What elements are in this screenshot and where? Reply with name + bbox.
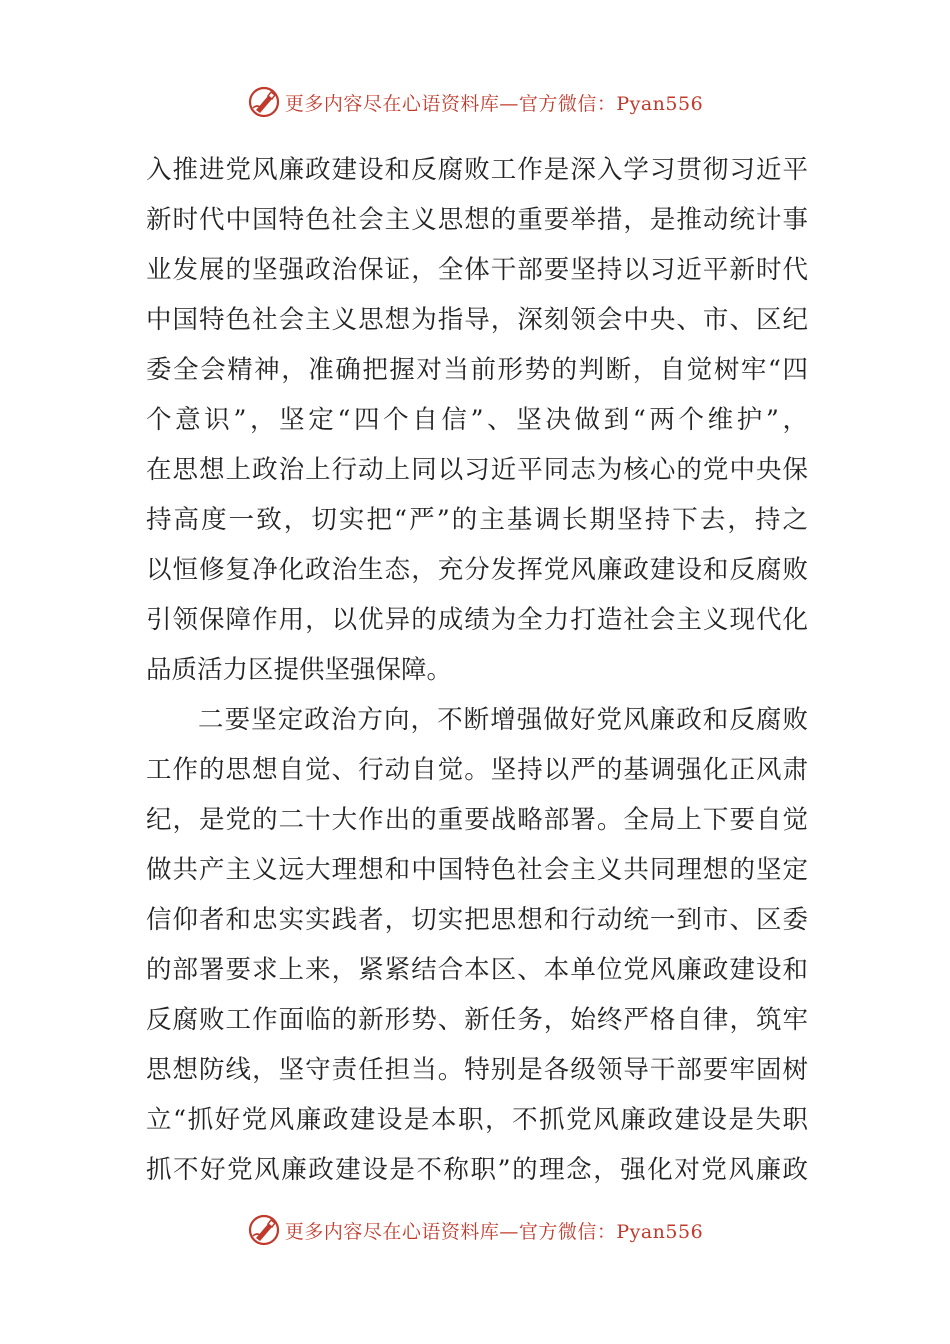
text-line: 品质活力区提供坚强保障。 [146,655,453,685]
text-line: 以恒修复净化政治生态，充分发挥党风廉政建设和反腐败 [146,555,808,585]
footer-watermark [0,1210,950,1250]
text-line: 在思想上政治上行动上同以习近平同志为核心的党中央保 [146,455,808,485]
text-line: 委全会精神，准确把握对当前形势的判断，自觉树牢“四 [146,355,808,385]
text-line: 思想防线，坚守责任担当。特别是各级领导干部要牢固树 [146,1055,808,1085]
text-line: 中国特色社会主义思想为指导，深刻领会中央、市、区纪 [146,305,808,335]
text-line: 做共产主义远大理想和中国特色社会主义共同理想的坚定 [146,855,808,885]
text-line: 抓不好党风廉政建设是不称职”的理念，强化对党风廉政 [146,1155,808,1185]
paragraph-1 [146,145,808,695]
text-line: 反腐败工作面临的新形势、新任务，始终严格自律，筑牢 [146,1005,808,1035]
text-line: 入推进党风廉政建设和反腐败工作是深入学习贯彻习近平 [146,155,808,185]
pen-nib-logo-icon [247,85,281,119]
footer-watermark-text: 更多内容尽在心语资料库—官方微信：Pyan556 [284,1220,704,1243]
text-line: 工作的思想自觉、行动自觉。坚持以严的基调强化正风肃 [146,755,808,785]
text-line: 立“抓好党风廉政建设是本职，不抓党风廉政建设是失职 [146,1105,808,1135]
header-watermark-text: 更多内容尽在心语资料库—官方微信：Pyan556 [284,92,704,115]
text-line: 纪，是党的二十大作出的重要战略部署。全局上下要自觉 [146,805,808,835]
text-line: 持高度一致，切实把“严”的主基调长期坚持下去，持之 [146,505,808,535]
text-line: 引领保障作用，以优异的成绩为全力打造社会主义现代化 [146,605,808,635]
text-line: 的部署要求上来，紧紧结合本区、本单位党风廉政建设和 [146,955,808,985]
document-body [146,145,808,1195]
text-line: 二要坚定政治方向，不断增强做好党风廉政和反腐败 [198,705,808,735]
paragraph-2 [146,695,808,1195]
text-line: 个意识”，坚定“四个自信”、坚决做到“两个维护”， [146,405,808,435]
text-line: 信仰者和忠实实践者，切实把思想和行动统一到市、区委 [146,905,808,935]
text-line: 业发展的坚强政治保证，全体干部要坚持以习近平新时代 [146,255,808,285]
pen-nib-logo-icon [247,1213,281,1247]
header-watermark [0,82,950,122]
text-line: 新时代中国特色社会主义思想的重要举措，是推动统计事 [146,205,808,235]
